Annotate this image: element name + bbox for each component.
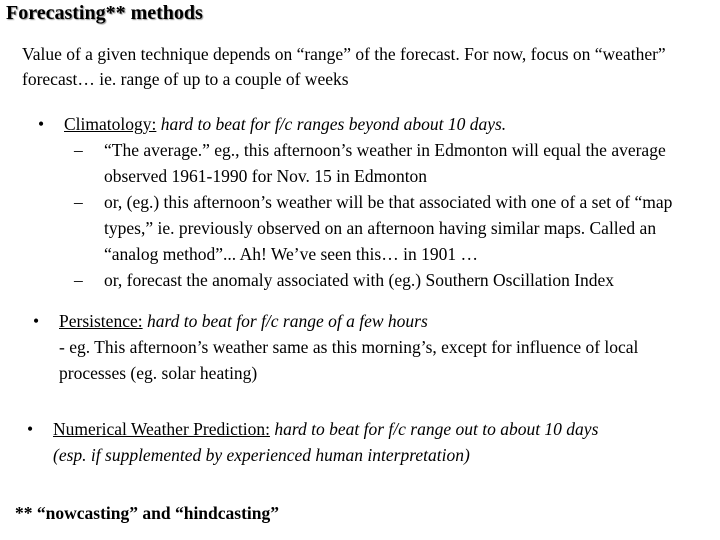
footnote: ** “nowcasting” and “hindcasting” <box>15 503 280 523</box>
climatology-sub-item <box>74 267 698 293</box>
persistence-note: hard to beat for f/c range of a few hours <box>142 311 428 331</box>
bullet-icon: • <box>33 311 40 331</box>
slide-title: Forecasting** methods <box>6 2 203 24</box>
nwp-heading: Numerical Weather Prediction: <box>53 419 270 439</box>
nwp-note: hard to beat for f/c range out to about 10 days <box>269 419 599 439</box>
intro-paragraph: Value of a given technique depends on “range” of the forecast. For now, focus on “weather” forecast… ie. range of up to a couple of weeks <box>22 44 666 89</box>
climatology-bullet-line <box>38 111 698 137</box>
bullet-icon: • <box>38 114 45 134</box>
climatology-note: hard to beat for f/c ranges beyond about 10 days. <box>156 114 507 134</box>
bullet-icon: • <box>27 419 34 439</box>
persistence-body: - eg. This afternoon’s weather same as this morning’s, except for influence of local processes (eg. solar heating) <box>59 337 639 383</box>
climatology-sub-text: or, (eg.) this afternoon’s weather will be that associated with one of a set of “map types,” ie. previously observed on an afternoon having similar maps. Called an “analog method”... Ah! We’ve seen this… in 1901 … <box>104 192 673 264</box>
climatology-sub-text: or, forecast the anomaly associated with (eg.) Southern Oscillation Index <box>104 270 615 290</box>
dash-icon: – <box>74 140 83 160</box>
section-persistence <box>33 308 693 386</box>
persistence-bullet-line <box>33 308 693 334</box>
section-nwp <box>27 416 697 468</box>
persistence-heading: Persistence: <box>59 311 143 331</box>
climatology-sub-item <box>74 189 698 267</box>
nwp-bullet-line <box>27 416 697 442</box>
dash-icon: – <box>74 192 83 212</box>
climatology-sub-item <box>74 137 698 189</box>
nwp-note-continued: (esp. if supplemented by experienced human interpretation) <box>53 445 470 465</box>
dash-icon: – <box>74 270 83 290</box>
climatology-heading: Climatology: <box>64 114 157 134</box>
climatology-sub-text: “The average.” eg., this afternoon’s weather in Edmonton will equal the average observed 1961-1990 for Nov. 15 in Edmonton <box>104 140 666 186</box>
section-climatology <box>38 111 698 293</box>
